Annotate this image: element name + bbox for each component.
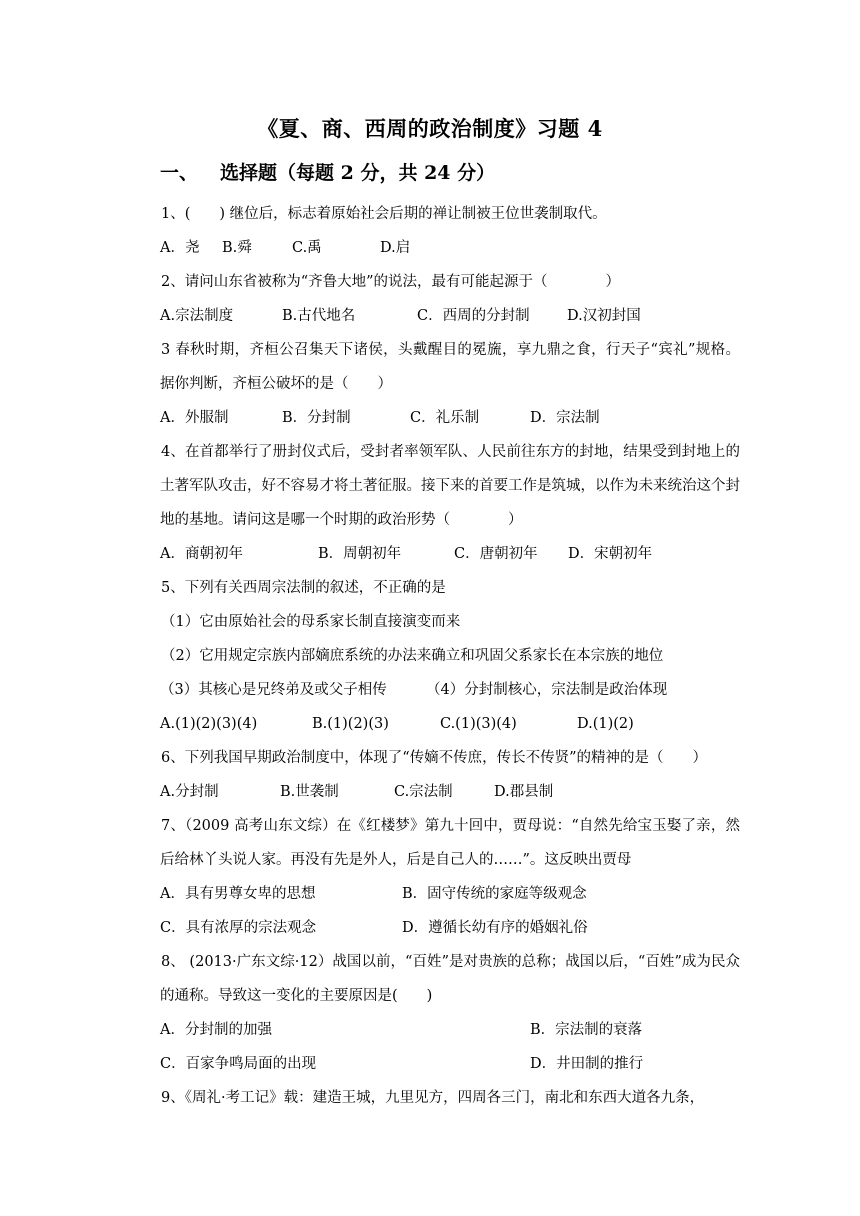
question-2-stem: 2、请问山东省被称为“齐鲁大地”的说法，最有可能起源于（ ） xyxy=(161,274,621,290)
option-a: A．尧 xyxy=(160,240,200,256)
option-d: D.(1)(2) xyxy=(577,716,634,732)
option-d: D．宗法制 xyxy=(530,410,600,426)
question-7-options-row2 xyxy=(160,911,740,945)
option-a: A．分封制的加强 xyxy=(160,1022,272,1038)
option-a: A．具有男尊女卑的思想 xyxy=(160,886,316,902)
option-c: C．唐朝初年 xyxy=(454,546,538,562)
question-1-options xyxy=(160,231,740,265)
option-b: B.(1)(2)(3) xyxy=(312,716,389,732)
option-c: C.宗法制 xyxy=(394,784,453,800)
question-4-stem: 4、在首都举行了册封仪式后，受封者率领军队、人民前往东方的封地，结果受到封地上的土著军队攻击，好不容易才将土著征服。接下来的首要工作是筑城，以作为未来统治这个封地的基地。请问这是哪一个时期的政治形势（ ） xyxy=(160,444,740,528)
option-c: C．百家争鸣局面的出现 xyxy=(160,1056,317,1072)
option-d: D.汉初封国 xyxy=(567,308,641,324)
question-list xyxy=(160,197,740,1115)
question-8-stem: 8、 (2013·广东文综·12）战国以前，“百姓”是对贵族的总称；战国以后，“百姓”成为民众的通称。导致这一变化的主要原因是( ) xyxy=(160,954,740,1004)
option-d: D．井田制的推行 xyxy=(530,1056,644,1072)
option-b: B．周朝初年 xyxy=(318,546,402,562)
option-c: C．礼乐制 xyxy=(410,410,480,426)
page-title: 《夏、商、西周的政治制度》习题 4 xyxy=(257,116,603,141)
question-6-options xyxy=(160,775,740,809)
statement-3: （3）其核心是兄终弟及或父子相传 xyxy=(160,682,387,698)
option-d: D.启 xyxy=(380,240,411,256)
option-c: C.(1)(3)(4) xyxy=(440,716,517,732)
question-5-stem: 5、下列有关西周宗法制的叙述，不正确的是 xyxy=(161,580,446,596)
section-heading xyxy=(160,158,495,185)
option-a: A.(1)(2)(3)(4) xyxy=(160,716,258,732)
question-8-options-row1 xyxy=(160,1013,740,1047)
option-d: D．宋朝初年 xyxy=(568,546,653,562)
statement-1: （1）它由原始社会的母系家长制直接演变而来 xyxy=(161,614,461,630)
option-c: C．西周的分封制 xyxy=(417,308,530,324)
question-7-options-row1 xyxy=(160,877,740,911)
option-b: B.舜 xyxy=(222,240,252,256)
option-d: D．遵循长幼有序的婚姻礼俗 xyxy=(402,920,588,936)
section-number: 一、 xyxy=(160,162,199,184)
option-b: B.古代地名 xyxy=(282,308,356,324)
section-label: 选择题（每题 2 分，共 24 分） xyxy=(220,162,496,184)
option-a: A.宗法制度 xyxy=(160,308,234,324)
question-9-stem: 9、《周礼·考工记》载：建造王城，九里见方，四周各三门，南北和东西大道各九条， xyxy=(161,1090,705,1106)
question-8-options-row2 xyxy=(160,1047,740,1081)
question-3-stem: 3 春秋时期，齐桓公召集天下诸侯，头戴醒目的冕旒，享九鼎之食，行天子“宾礼”规格。据你判断，齐桓公破坏的是（ ） xyxy=(160,342,740,392)
option-b: B．宗法制的衰落 xyxy=(530,1022,643,1038)
option-c: C．具有浓厚的宗法观念 xyxy=(160,920,317,936)
question-3-options xyxy=(160,401,740,435)
option-b: B.世袭制 xyxy=(280,784,339,800)
question-2-options xyxy=(160,299,740,333)
question-6-stem: 6、下列我国早期政治制度中，体现了“传嫡不传庶，传长不传贤”的精神的是（ ） xyxy=(161,750,708,766)
option-b: B．固守传统的家庭等级观念 xyxy=(402,886,587,902)
option-d: D.郡县制 xyxy=(494,784,554,800)
question-4-options xyxy=(160,537,740,571)
option-a: A.分封制 xyxy=(160,784,219,800)
statement-4: （4）分封制核心，宗法制是政治体现 xyxy=(426,682,668,698)
option-a: A．外服制 xyxy=(160,410,229,426)
question-1-stem: 1、( ) 继位后，标志着原始社会后期的禅让制被王位世袭制取代。 xyxy=(161,206,607,222)
question-7-stem: 7、（2009 高考山东文综）在《红楼梦》第九十回中，贾母说：“自然先给宝玉娶了亲，然后给林丫头说人家。再没有先是外人，后是自己人的……”。这反映出贾母 xyxy=(160,818,740,868)
option-b: B．分封制 xyxy=(282,410,351,426)
option-c: C.禹 xyxy=(292,240,322,256)
statements-3-4 xyxy=(160,673,740,707)
statement-2: （2）它用规定宗族内部嫡庶系统的办法来确立和巩固父系家长在本宗族的地位 xyxy=(161,648,664,664)
question-5-options xyxy=(160,707,740,741)
option-a: A．商朝初年 xyxy=(160,546,243,562)
